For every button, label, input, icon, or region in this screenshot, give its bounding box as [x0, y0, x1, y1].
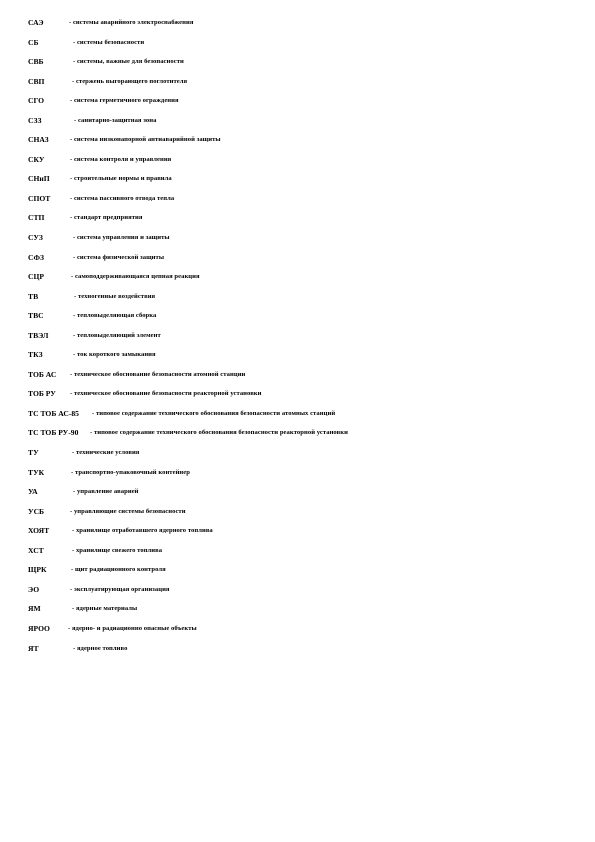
- abbreviation-definition: - система пассивного отвода тепла: [70, 194, 175, 202]
- abbreviation-entry: [28, 506, 588, 526]
- abbreviation-definition: - система низконапорной антиаварийной защиты: [70, 136, 221, 144]
- abbreviation-entry: [28, 232, 588, 252]
- abbreviation-entry: [28, 193, 588, 213]
- abbreviation-definition: - система герметичного ограждения: [70, 97, 179, 105]
- abbreviation-term: СЦР: [28, 272, 45, 282]
- abbreviation-definition: - управление аварией: [73, 488, 139, 496]
- abbreviation-entry: [28, 584, 588, 604]
- abbreviation-entry: [28, 37, 588, 57]
- abbreviation-entry: [28, 564, 588, 584]
- abbreviation-term: ЯРОО: [28, 623, 50, 633]
- abbreviation-entry: [28, 134, 588, 154]
- abbreviation-term: ТУ: [28, 448, 39, 458]
- abbreviation-definition: - ядерно- и радиационно опасные объекты: [68, 624, 197, 632]
- abbreviation-entry: [28, 330, 588, 350]
- abbreviation-entry: [28, 427, 588, 447]
- abbreviation-entry: [28, 212, 588, 232]
- abbreviation-definition: - типовое содержание технического обоснования безопасности реакторной установки: [90, 429, 348, 437]
- abbreviation-definition: - системы безопасности: [73, 38, 145, 46]
- abbreviation-definition: - тепловыделяющая сборка: [73, 312, 157, 320]
- abbreviation-entry: [28, 349, 588, 369]
- abbreviation-entry: [28, 525, 588, 545]
- abbreviation-definition: - техническое обоснование безопасности атомной станции: [70, 370, 246, 378]
- abbreviation-term: СКУ: [28, 154, 45, 164]
- abbreviation-term: ТОБ РУ: [28, 389, 56, 399]
- abbreviation-definition: - система физической защиты: [73, 253, 165, 261]
- abbreviation-term: СГО: [28, 96, 45, 106]
- abbreviation-definition: - ядерные материалы: [72, 605, 138, 613]
- abbreviation-definition: - техническое обоснование безопасности реакторной установки: [70, 390, 262, 398]
- abbreviation-entry: [28, 173, 588, 193]
- abbreviation-definition: - ток короткого замыкания: [73, 351, 156, 359]
- abbreviation-entry: [28, 271, 588, 291]
- abbreviation-term: СНиП: [28, 174, 50, 184]
- abbreviation-term: ТС ТОБ РУ-90: [28, 428, 79, 438]
- abbreviation-definition: - технические условия: [72, 449, 140, 457]
- abbreviation-term: ХОЯТ: [28, 526, 50, 536]
- abbreviation-term: СНАЗ: [28, 135, 49, 145]
- abbreviation-entry: [28, 447, 588, 467]
- abbreviation-term: ЯТ: [28, 643, 39, 653]
- abbreviation-entry: [28, 369, 588, 389]
- abbreviation-term: ЩРК: [28, 565, 47, 575]
- abbreviation-term: ТОБ АС: [28, 369, 57, 379]
- abbreviation-entry: [28, 154, 588, 174]
- abbreviation-definition: - транспортно-упаковочный контейнер: [71, 468, 190, 476]
- abbreviation-entry: [28, 291, 588, 311]
- abbreviation-entry: [28, 252, 588, 272]
- abbreviation-term: САЭ: [28, 18, 44, 27]
- abbreviation-entry: [28, 56, 588, 76]
- abbreviation-definition: - типовое содержание технического обоснования безопасности атомных станций: [92, 409, 336, 417]
- abbreviation-definition: - система управления и защиты: [73, 234, 170, 242]
- abbreviation-definition: - системы аварийного электроснабжения: [69, 19, 194, 26]
- abbreviation-entry: [28, 310, 588, 330]
- abbreviation-definition: - тепловыделяющий элемент: [73, 331, 161, 339]
- abbreviation-entry: [28, 623, 588, 643]
- abbreviation-definition: - система контроля и управления: [70, 155, 172, 163]
- abbreviation-definition: - ядерное топливо: [73, 644, 128, 652]
- abbreviation-entry: [28, 486, 588, 506]
- abbreviation-term: УА: [28, 487, 38, 497]
- abbreviation-term: СУЗ: [28, 233, 43, 243]
- abbreviation-term: ТС ТОБ АС-85: [28, 408, 79, 418]
- abbreviation-term: СБ: [28, 37, 39, 47]
- abbreviation-definition: - управляющие системы безопасности: [70, 507, 186, 515]
- abbreviation-entry: [28, 603, 588, 623]
- abbreviation-definition: - системы, важные для безопасности: [73, 58, 184, 66]
- abbreviation-entry: [28, 76, 588, 96]
- abbreviation-definition: - строительные нормы и правила: [70, 175, 172, 183]
- abbreviation-term: ТВС: [28, 311, 44, 321]
- abbreviation-term: ТВЭЛ: [28, 330, 49, 340]
- abbreviation-term: СФЗ: [28, 252, 45, 262]
- abbreviation-list: [28, 17, 588, 662]
- abbreviation-definition: - хранилище отработавшего ядерного топлива: [72, 527, 213, 535]
- abbreviation-term: ТКЗ: [28, 350, 43, 360]
- abbreviation-definition: - стержень выгорающего поглотителя: [72, 77, 188, 85]
- abbreviation-entry: [28, 95, 588, 115]
- abbreviation-entry: [28, 467, 588, 487]
- abbreviation-term: СТП: [28, 213, 45, 223]
- abbreviation-term: ЯМ: [28, 604, 41, 614]
- abbreviation-definition: - санитарно-защитная зона: [74, 116, 157, 124]
- abbreviation-term: ТУК: [28, 467, 45, 477]
- abbreviation-term: ЭО: [28, 584, 40, 594]
- abbreviation-entry: [28, 388, 588, 408]
- abbreviation-entry: [28, 643, 588, 663]
- abbreviation-term: СПОТ: [28, 193, 51, 203]
- abbreviation-definition: - эксплуатирующая организация: [70, 585, 170, 593]
- abbreviation-term: ХСТ: [28, 545, 44, 555]
- abbreviation-definition: - стандарт предприятия: [70, 214, 143, 222]
- abbreviation-term: СЗЗ: [28, 115, 42, 125]
- abbreviation-term: ТВ: [28, 291, 39, 301]
- abbreviation-entry: [28, 545, 588, 565]
- abbreviation-definition: - щит радиационного контроля: [71, 566, 166, 574]
- abbreviation-term: СВБ: [28, 57, 44, 67]
- abbreviation-definition: - хранилище свежего топлива: [72, 546, 163, 554]
- abbreviation-entry: [28, 17, 588, 37]
- abbreviation-definition: - техногенные воздействия: [74, 292, 156, 300]
- abbreviation-entry: [28, 408, 588, 428]
- abbreviation-entry: [28, 115, 588, 135]
- abbreviation-definition: - самоподдерживающаяся цепная реакция: [71, 273, 200, 281]
- abbreviation-term: СВП: [28, 76, 45, 86]
- abbreviation-term: УСБ: [28, 506, 45, 516]
